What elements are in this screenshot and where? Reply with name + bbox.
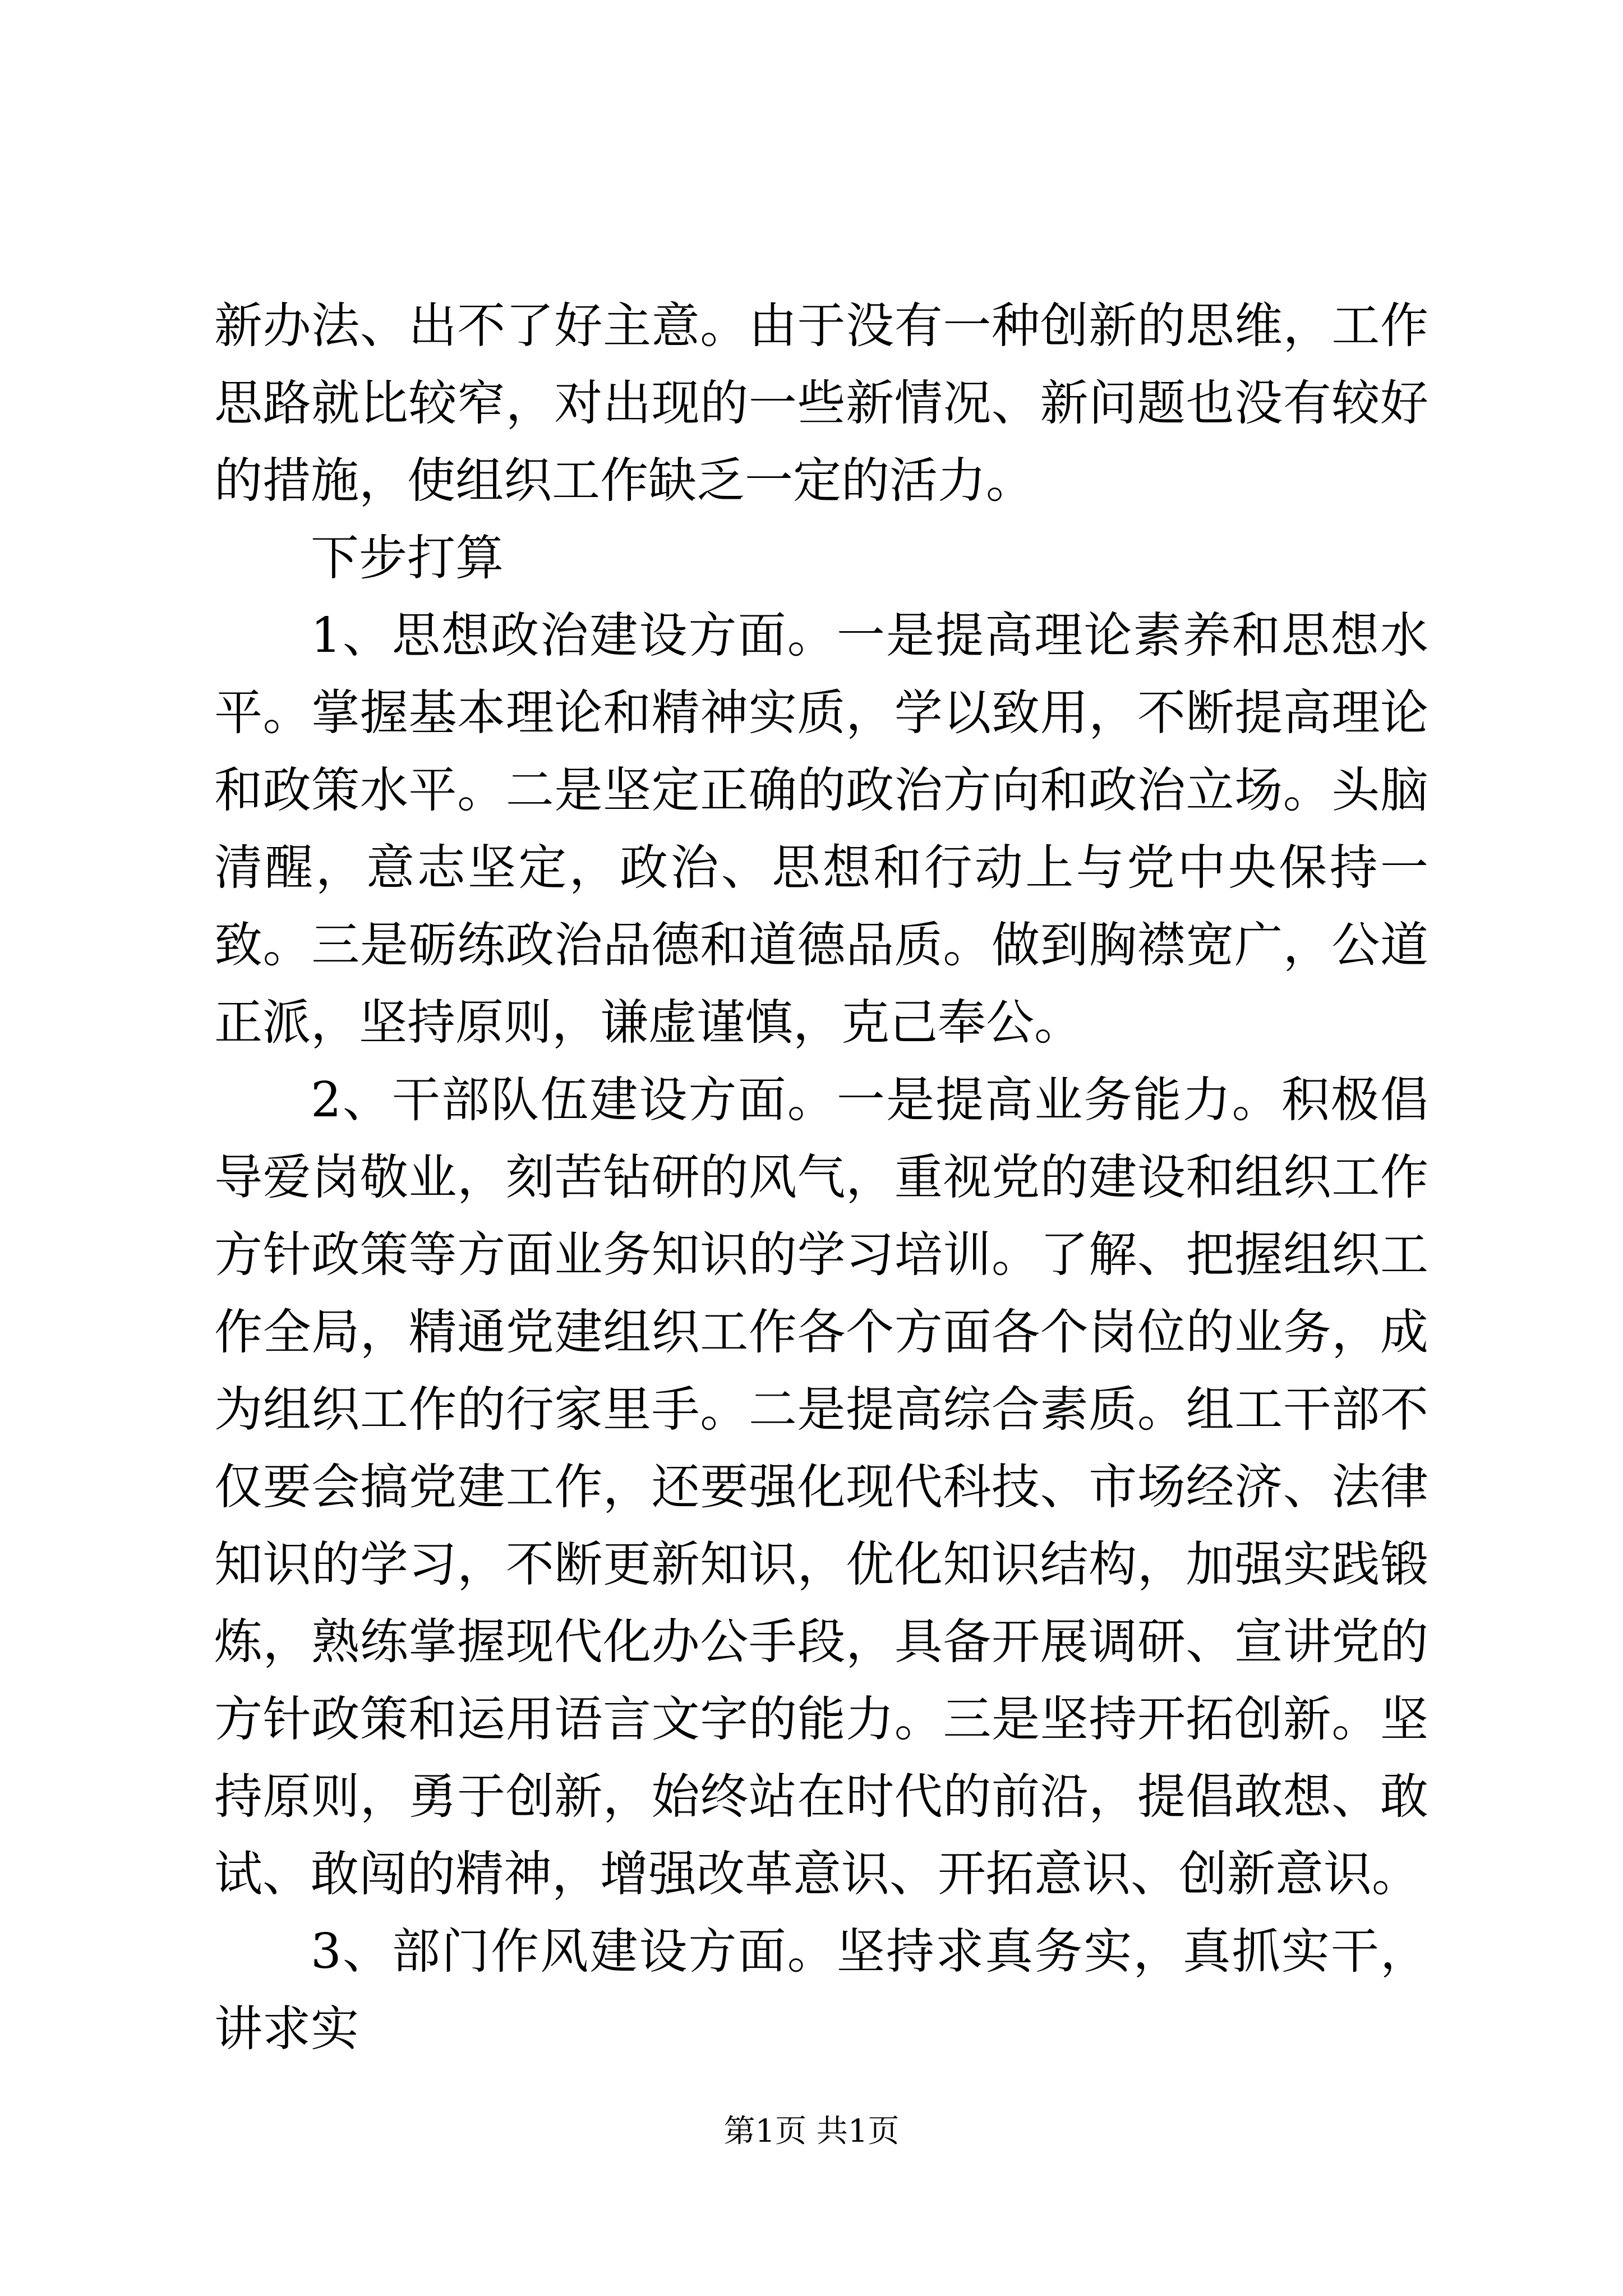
paragraph-ideological-political: 1、思想政治建设方面。一是提高理论素养和思想水平。掌握基本理论和精神实质，学以致用，不断提高理论和政策水平。二是坚定正确的政治方向和政治立场。头脑清醒，意志坚定，政治、思想和行动上与党中央保持一致。三是砺练政治品德和道德品质。做到胸襟宽广，公道正派，坚持原则，谦虚谨慎，克己奉公。 (214, 608, 1428, 1051)
paragraph-continuation: 新办法、出不了好主意。由于没有一种创新的思维，工作思路就比较窄，对出现的一些新情况、新问题也没有较好的措施，使组织工作缺乏一定的活力。 (214, 298, 1428, 509)
paragraph-cadre-team: 2、干部队伍建设方面。一是提高业务能力。积极倡导爱岗敬业，刻苦钻研的风气，重视党的建设和组织工作方针政策等方面业务知识的学习培训。了解、把握组织工作全局，精通党建组织工作各个方面各个岗位的业务，成为组织工作的行家里手。二是提高综合素质。组工干部不仅要会搞党建工作，还要强化现代科技、市场经济、法律知识的学习，不断更新知识，优化知识结构，加强实践锻炼，熟练掌握现代化办公手段，具备开展调研、宣讲党的方针政策和运用语言文字的能力。三是坚持开拓创新。坚持原则，勇于创新，始终站在时代的前沿，提倡敢想、敢试、敢闯的精神，增强改革意识、开拓意识、创新意识。 (214, 1072, 1428, 1902)
paragraph-department-style: 3、部门作风建设方面。坚持求真务实，真抓实干，讲求实 (214, 1924, 1428, 2057)
section-heading-next-steps: 下步打算 (311, 530, 504, 586)
document-body (214, 287, 1428, 2068)
page-footer: 第1页 共1页 (723, 2113, 900, 2150)
